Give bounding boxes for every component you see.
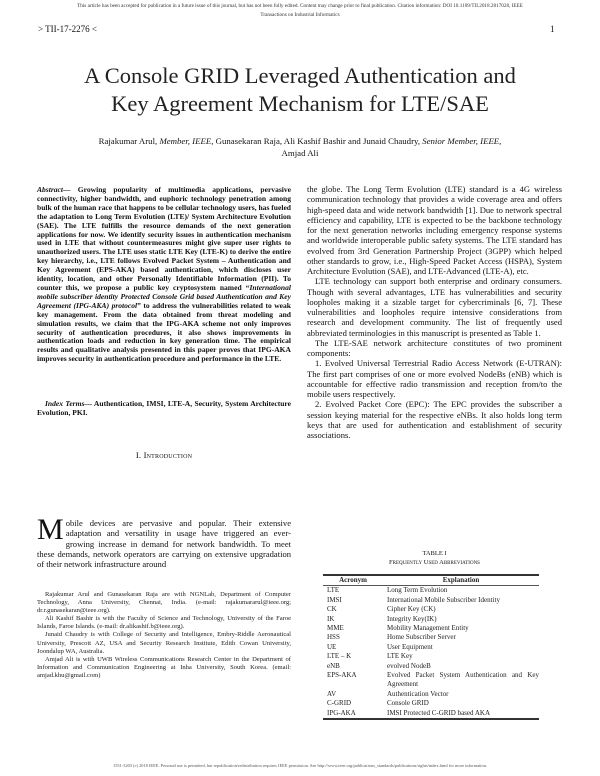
table-row xyxy=(323,662,539,671)
title-line-2: Key Agreement Mechanism for LTE/SAE xyxy=(111,91,489,116)
explanation-cell: Long Term Evolution xyxy=(387,586,448,595)
table-row xyxy=(323,652,539,661)
author-text: , Gunasekaran Raja, Ali Kashif Bashir and Junaid Chaudry, xyxy=(211,136,423,146)
drop-cap: M xyxy=(37,513,64,546)
explanation-cell: Integrity Key(IK) xyxy=(387,614,437,623)
acronym-cell: CK xyxy=(327,605,337,614)
explanation-cell: Home Subscriber Server xyxy=(387,633,456,642)
author-text: Rajakumar Arul, xyxy=(98,136,160,146)
banner-line-1: This article has been accepted for publication in a future issue of this journal, but has not been fully edited. Content may change prior to final publication. Citation information: DOI 10.1109/TII.2018.2817028, IEEE xyxy=(77,3,523,9)
explanation-cell: evolved NodeB xyxy=(387,661,431,670)
intro-text: obile devices are pervasive and popular. Their extensive adaptation and versatility in usage have triggered an ever-growing increase in demand for network bandwidth. To meet these demands, network operators are carrying on extensive upgradation of their network infrastructure around xyxy=(37,518,291,570)
explanation-cell: Mobility Management Entity xyxy=(387,624,469,633)
paper-title xyxy=(30,62,570,118)
table-caption xyxy=(307,549,562,567)
author-membership: Member, IEEE xyxy=(159,136,212,146)
section-heading xyxy=(37,450,291,460)
table-label: TABLE I xyxy=(422,550,447,557)
list-item: 1. Evolved Universal Terrestrial Radio Access Network (E-UTRAN): The first part comprises of one or more evolved NodeBs (eNB) which is accountable for effective radio transmission and reception from/to the mobile users respectively. xyxy=(307,358,562,399)
explanation-cell: User Equipment xyxy=(387,642,433,651)
acronym-cell: IMSI xyxy=(327,595,342,604)
acronym-cell: HSS xyxy=(327,633,340,642)
right-column-text xyxy=(307,184,562,440)
abstract-dash: — xyxy=(63,185,78,194)
acronym-cell: MME xyxy=(327,624,344,633)
explanation-cell: International Mobile Subscriber Identity xyxy=(387,595,500,604)
copyright-footer: 1551-3203 (c) 2018 IEEE. Personal use is permitted, but republication/redistribution requires IEEE permission. See http://www.ieee.org/publications_standards/publications/rights/index.html for more information. xyxy=(113,763,487,768)
explanation-cell: Evolved Packet System Authentication and Key Agreement xyxy=(387,671,539,689)
table-row xyxy=(323,709,539,719)
table-title: Frequently Used Abbreviations xyxy=(389,559,480,566)
paragraph: The LTE-SAE network architecture constitutes of two prominent components: xyxy=(307,337,562,358)
footnote: Amjad Ali is with UWB Wireless Communications Research Center in the Department of Information and Communication Engineering at Inha University, South Korea. (email: amjad.khu@gmail.com) xyxy=(37,655,291,679)
index-terms xyxy=(37,399,291,417)
column-header: Acronym xyxy=(323,575,383,586)
table-row xyxy=(323,699,539,708)
author-list xyxy=(90,136,510,159)
explanation-cell: IMSI Protected C-GRID based AKA xyxy=(383,709,539,719)
section-title: Introduction xyxy=(143,450,193,460)
running-head: > TII-17-2276 < xyxy=(38,24,97,34)
index-terms-label: Index Terms xyxy=(45,399,85,408)
acronym-cell: AV xyxy=(327,689,337,698)
explanation-cell: Cipher Key (CK) xyxy=(387,605,436,614)
banner-line-2: Transactions on Industrial Informatics xyxy=(260,12,340,18)
acronym-cell: LTE xyxy=(327,586,340,595)
table-row xyxy=(323,690,539,699)
abstract-label: Abstract xyxy=(37,185,63,194)
author-membership: Senior Member, IEEE, xyxy=(422,136,502,146)
paragraph: the globe. The Long Term Evolution (LTE) standard is a 4G wireless communication technology that provides a wide coverage area and offers high-speed data and wide network bandwidth [1]. Due to network spectral efficiency and capability, LTE is expected to be the backbone technology for the next generation networks including emergency response systems and worldwide interoperable public safety systems. The LTE standard has evolved from 3rd Generation Partnership Project (3GPP) which helped other standards to grow, i.e., High-Speed Packet Access (HSPA), System Architecture Evolution (SAE), and LTE-Advanced (LTE-A), etc. xyxy=(307,184,562,276)
index-terms-text: — Authentication, IMSI, LTE-A, Security, System Architecture Evolution, PKI. xyxy=(37,399,291,417)
list-item: 2. Evolved Packet Core (EPC): The EPC provides the subscriber a session keying material for the respective eNBs. It also holds long term keys that are used for authentication and establishment of security associations. xyxy=(307,399,562,440)
table-row xyxy=(323,633,539,642)
abstract-text: Growing popularity of multimedia applications, pervasive connectivity, higher bandwidth, and euphoric technology penetration among bulk of the human race that happens to be cellular technology users, has fueled the adaptation to Long Term Evolution (LTE)/ System Architecture Evolution (SAE). The LTE fulfills the resource demands of the next generation applications for now. We identify security issues in authentication mechanism used in LTE that without countermeasures might give super user rights to unauthorized users. The LTE uses static LTE Key (LTE-K) to derive the entire key hierarchy, i.e., LTE follows Evolved Packet System – Authentication and Key Agreement (EPS-AKA) based authentication, which discloses user identity, location, and other Personally Identifiable Information (PII). To counter this, we propose a public key cryptosystem named “ xyxy=(37,185,292,292)
acronym-cell: eNB xyxy=(327,661,340,670)
acronym-cell: LTE – K xyxy=(327,652,352,661)
title-line-1: A Console GRID Leveraged Authentication and xyxy=(84,63,516,88)
explanation-cell: Console GRID xyxy=(387,699,429,708)
table-row xyxy=(323,615,539,624)
section-number: I. xyxy=(135,450,144,460)
page-number: 1 xyxy=(550,24,555,34)
explanation-cell: LTE Key xyxy=(387,652,413,661)
table-row xyxy=(323,643,539,652)
author-text: Amjad Ali xyxy=(281,147,319,158)
acronym-cell: UE xyxy=(327,642,337,651)
abstract xyxy=(37,186,291,364)
acronym-cell: EPS-AKA xyxy=(327,671,357,680)
explanation-cell: Authentication Vector xyxy=(387,689,449,698)
table-row xyxy=(323,624,539,633)
acronym-cell: IK xyxy=(327,614,335,623)
column-header: Explanation xyxy=(383,575,539,586)
footnote: Rajakumar Arul and Gunasekaran Raja are with NGNLab, Department of Computer Technology, Anna University, Chennai, India. (e-mail: rajakumararul@ieee.org; dr.r.gunasekaran@ieee.org). xyxy=(37,591,291,615)
introduction-paragraph xyxy=(37,513,291,570)
footnote: Junaid Chaudry is with College of Security and Intelligence, Embry-Riddle Aeronautical University, Prescott AZ, USA and Security Research Institute, Edith Cowan University, Joondalup WA, Australia. xyxy=(37,631,291,655)
acronym-cell: C-GRID xyxy=(327,699,352,708)
footnote: Ali Kashif Bashir is with the Faculty of Science and Technology, University of the Faroe Islands, Faroe Islands. (e-mail: dr.alikashif.b@ieee.org). xyxy=(37,615,291,631)
table-row xyxy=(323,605,539,614)
table-row xyxy=(323,586,539,596)
table-row xyxy=(323,671,539,690)
abbreviations-table xyxy=(323,574,539,720)
publication-banner xyxy=(20,2,580,20)
abstract-protocol-name: International mobile subscriber identity Protected Console Grid based Authentication and Key Agreement (IPG-AKA) protocol xyxy=(37,282,291,310)
author-footnotes xyxy=(37,591,291,680)
acronym-cell: IPG-AKA xyxy=(323,709,383,719)
table-row xyxy=(323,596,539,605)
paragraph: LTE technology can support both enterprise and ordinary consumers. Though with several advantages, LTE has vulnerabilities and security loopholes making it a sizable target for cybercriminals [6, 7]. These vulnerabilities and loopholes require intensive considerations from research and development community. The list of frequently used abbreviated terminologies in this manuscript is presented as Table 1. xyxy=(307,276,562,338)
abstract-text: ” to address the vulnerabilities related to weak key management. From the data obtained from threat modeling and simulation results, we claim that the IPG-AKA scheme not only improves security of authentication procedures, it also shows improvements in authentication loads and reduction in key generation time. The empirical results and qualitative analysis presented in this paper proves that IPG-AKA improves security in authentication procedure and performance in the LTE. xyxy=(37,300,291,364)
